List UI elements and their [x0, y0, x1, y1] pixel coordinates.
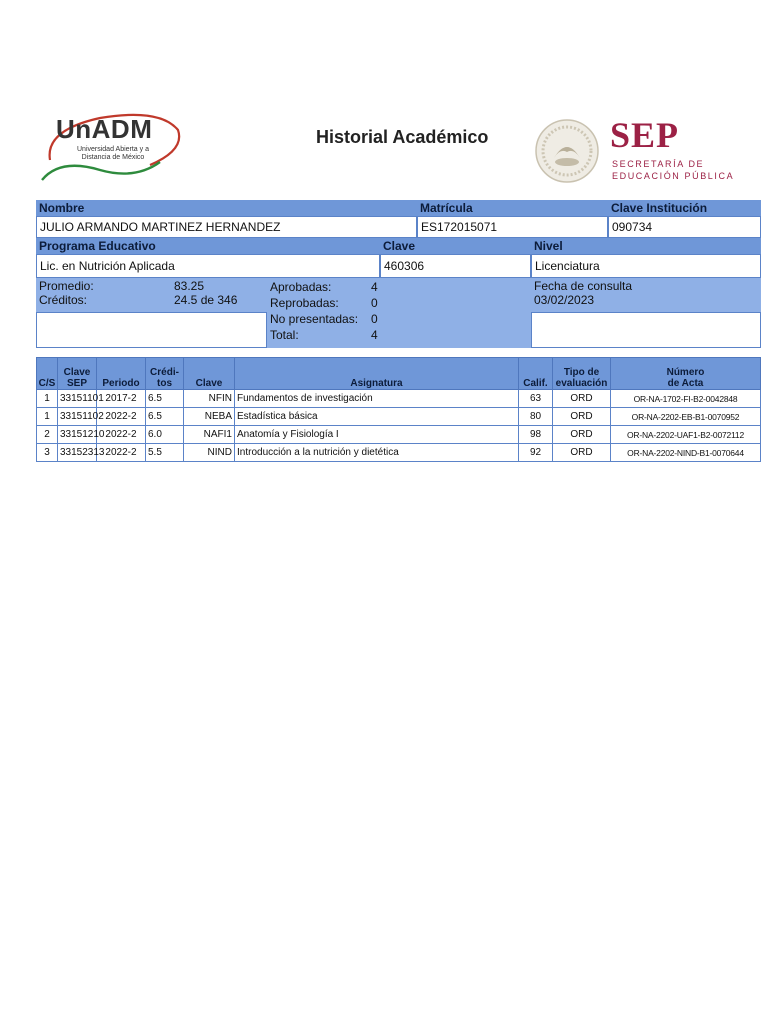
col-asignatura: Asignatura	[235, 358, 519, 390]
cell-creditos: 5.5	[146, 444, 184, 462]
cell-clave: NFIN	[184, 390, 235, 408]
unadm-logo-subtitle: Universidad Abierta y a Distancia de México	[77, 146, 149, 161]
programa-label: Programa Educativo	[36, 238, 380, 254]
promedio-value: 83.25	[174, 279, 205, 293]
col-periodo: Periodo	[97, 358, 146, 390]
cell-asignatura: Estadística básica	[235, 408, 519, 426]
table-row	[37, 390, 761, 408]
cell-periodo: 2022-2	[97, 408, 146, 426]
nombre-label: Nombre	[36, 200, 417, 216]
col-clave-sep: Clave SEP	[58, 358, 97, 390]
cell-creditos: 6.0	[146, 426, 184, 444]
fecha-label: Fecha de consulta	[534, 279, 633, 293]
cell-cs: 3	[37, 444, 58, 462]
table-row	[37, 426, 761, 444]
col-clave: Clave	[184, 358, 235, 390]
cell-asignatura: Introducción a la nutrición y dietética	[235, 444, 519, 462]
cell-creditos: 6.5	[146, 390, 184, 408]
cell-calif: 80	[519, 408, 553, 426]
sep-subtitle-line2: EDUCACIÓN PÚBLICA	[612, 171, 735, 181]
cell-tipo: ORD	[553, 408, 611, 426]
courses-table	[36, 357, 761, 462]
cell-clave: NAFI1	[184, 426, 235, 444]
cell-calif: 98	[519, 426, 553, 444]
sep-subtitle-line1: SECRETARÍA DE	[612, 159, 705, 169]
fecha-value: 03/02/2023	[534, 293, 595, 307]
aprobadas-label: Aprobadas:	[270, 280, 332, 294]
col-creditos: Crédi- tos	[146, 358, 184, 390]
promedio-creditos-values	[171, 278, 267, 312]
table-row	[37, 408, 761, 426]
col-cs: C/S	[37, 358, 58, 390]
no-presentadas-label: No presentadas:	[270, 312, 359, 326]
cell-periodo: 2022-2	[97, 426, 146, 444]
unadm-logo	[40, 110, 185, 188]
clave-institucion-label: Clave Institución	[608, 200, 761, 216]
cell-cs: 1	[37, 408, 58, 426]
cell-clave: NIND	[184, 444, 235, 462]
col-tipo: Tipo de evaluación	[553, 358, 611, 390]
cell-periodo: 2022-2	[97, 444, 146, 462]
cell-clave: NEBA	[184, 408, 235, 426]
total-value: 4	[371, 328, 378, 342]
table-header-row	[37, 358, 761, 390]
no-presentadas-value: 0	[371, 312, 378, 326]
cell-asignatura: Anatomía y Fisiología I	[235, 426, 519, 444]
cell-tipo: ORD	[553, 390, 611, 408]
promedio-creditos-labels	[36, 278, 171, 312]
cell-periodo: 2017-2	[97, 390, 146, 408]
reprobadas-value: 0	[371, 296, 378, 310]
cell-tipo: ORD	[553, 444, 611, 462]
fecha-consulta	[531, 278, 761, 312]
programa-value: Lic. en Nutrición Aplicada	[36, 254, 380, 278]
nivel-label: Nivel	[531, 238, 761, 254]
cell-clave-sep: 33151102	[58, 408, 97, 426]
reprobadas-label: Reprobadas:	[270, 296, 339, 310]
cell-acta: OR-NA-2202-NIND-B1-0070644	[611, 444, 761, 462]
cell-acta: OR-NA-2202-EB-B1-0070952	[611, 408, 761, 426]
col-calif: Calif.	[519, 358, 553, 390]
student-info-grid	[36, 200, 761, 348]
cell-acta: OR-NA-2202-UAF1-B2-0072112	[611, 426, 761, 444]
nivel-value: Licenciatura	[531, 254, 761, 278]
unadm-logo-text: UnADM	[56, 114, 153, 144]
cell-acta: OR-NA-1702-FI-B2-0042848	[611, 390, 761, 408]
creditos-label: Créditos:	[39, 293, 88, 307]
cell-calif: 63	[519, 390, 553, 408]
table-row	[37, 444, 761, 462]
aprobadas-value: 4	[371, 280, 378, 294]
cell-clave-sep: 33151210	[58, 426, 97, 444]
mexican-coat-of-arms-icon	[534, 118, 600, 184]
cell-cs: 2	[37, 426, 58, 444]
cell-tipo: ORD	[553, 426, 611, 444]
matricula-label: Matrícula	[417, 200, 608, 216]
clave-label: Clave	[380, 238, 531, 254]
promedio-label: Promedio:	[39, 279, 94, 293]
total-label: Total:	[270, 328, 299, 342]
col-acta: Número de Acta	[611, 358, 761, 390]
cell-asignatura: Fundamentos de investigación	[235, 390, 519, 408]
fecha-empty-cell	[531, 312, 761, 348]
cell-calif: 92	[519, 444, 553, 462]
clave-value: 460306	[380, 254, 531, 278]
creditos-value: 24.5 de 346	[174, 293, 238, 307]
summary-empty-cell	[36, 312, 267, 348]
sep-logo-subtitle	[612, 158, 734, 182]
cell-clave-sep: 33151101	[58, 390, 97, 408]
cell-clave-sep: 33152313	[58, 444, 97, 462]
page-title: Historial Académico	[316, 127, 489, 147]
materias-labels	[267, 278, 368, 348]
clave-institucion-value: 090734	[608, 216, 761, 238]
cell-creditos: 6.5	[146, 408, 184, 426]
cell-cs: 1	[37, 390, 58, 408]
matricula-value: ES172015071	[417, 216, 608, 238]
nombre-value: JULIO ARMANDO MARTINEZ HERNANDEZ	[36, 216, 417, 238]
sep-logo: SEP	[610, 115, 680, 155]
